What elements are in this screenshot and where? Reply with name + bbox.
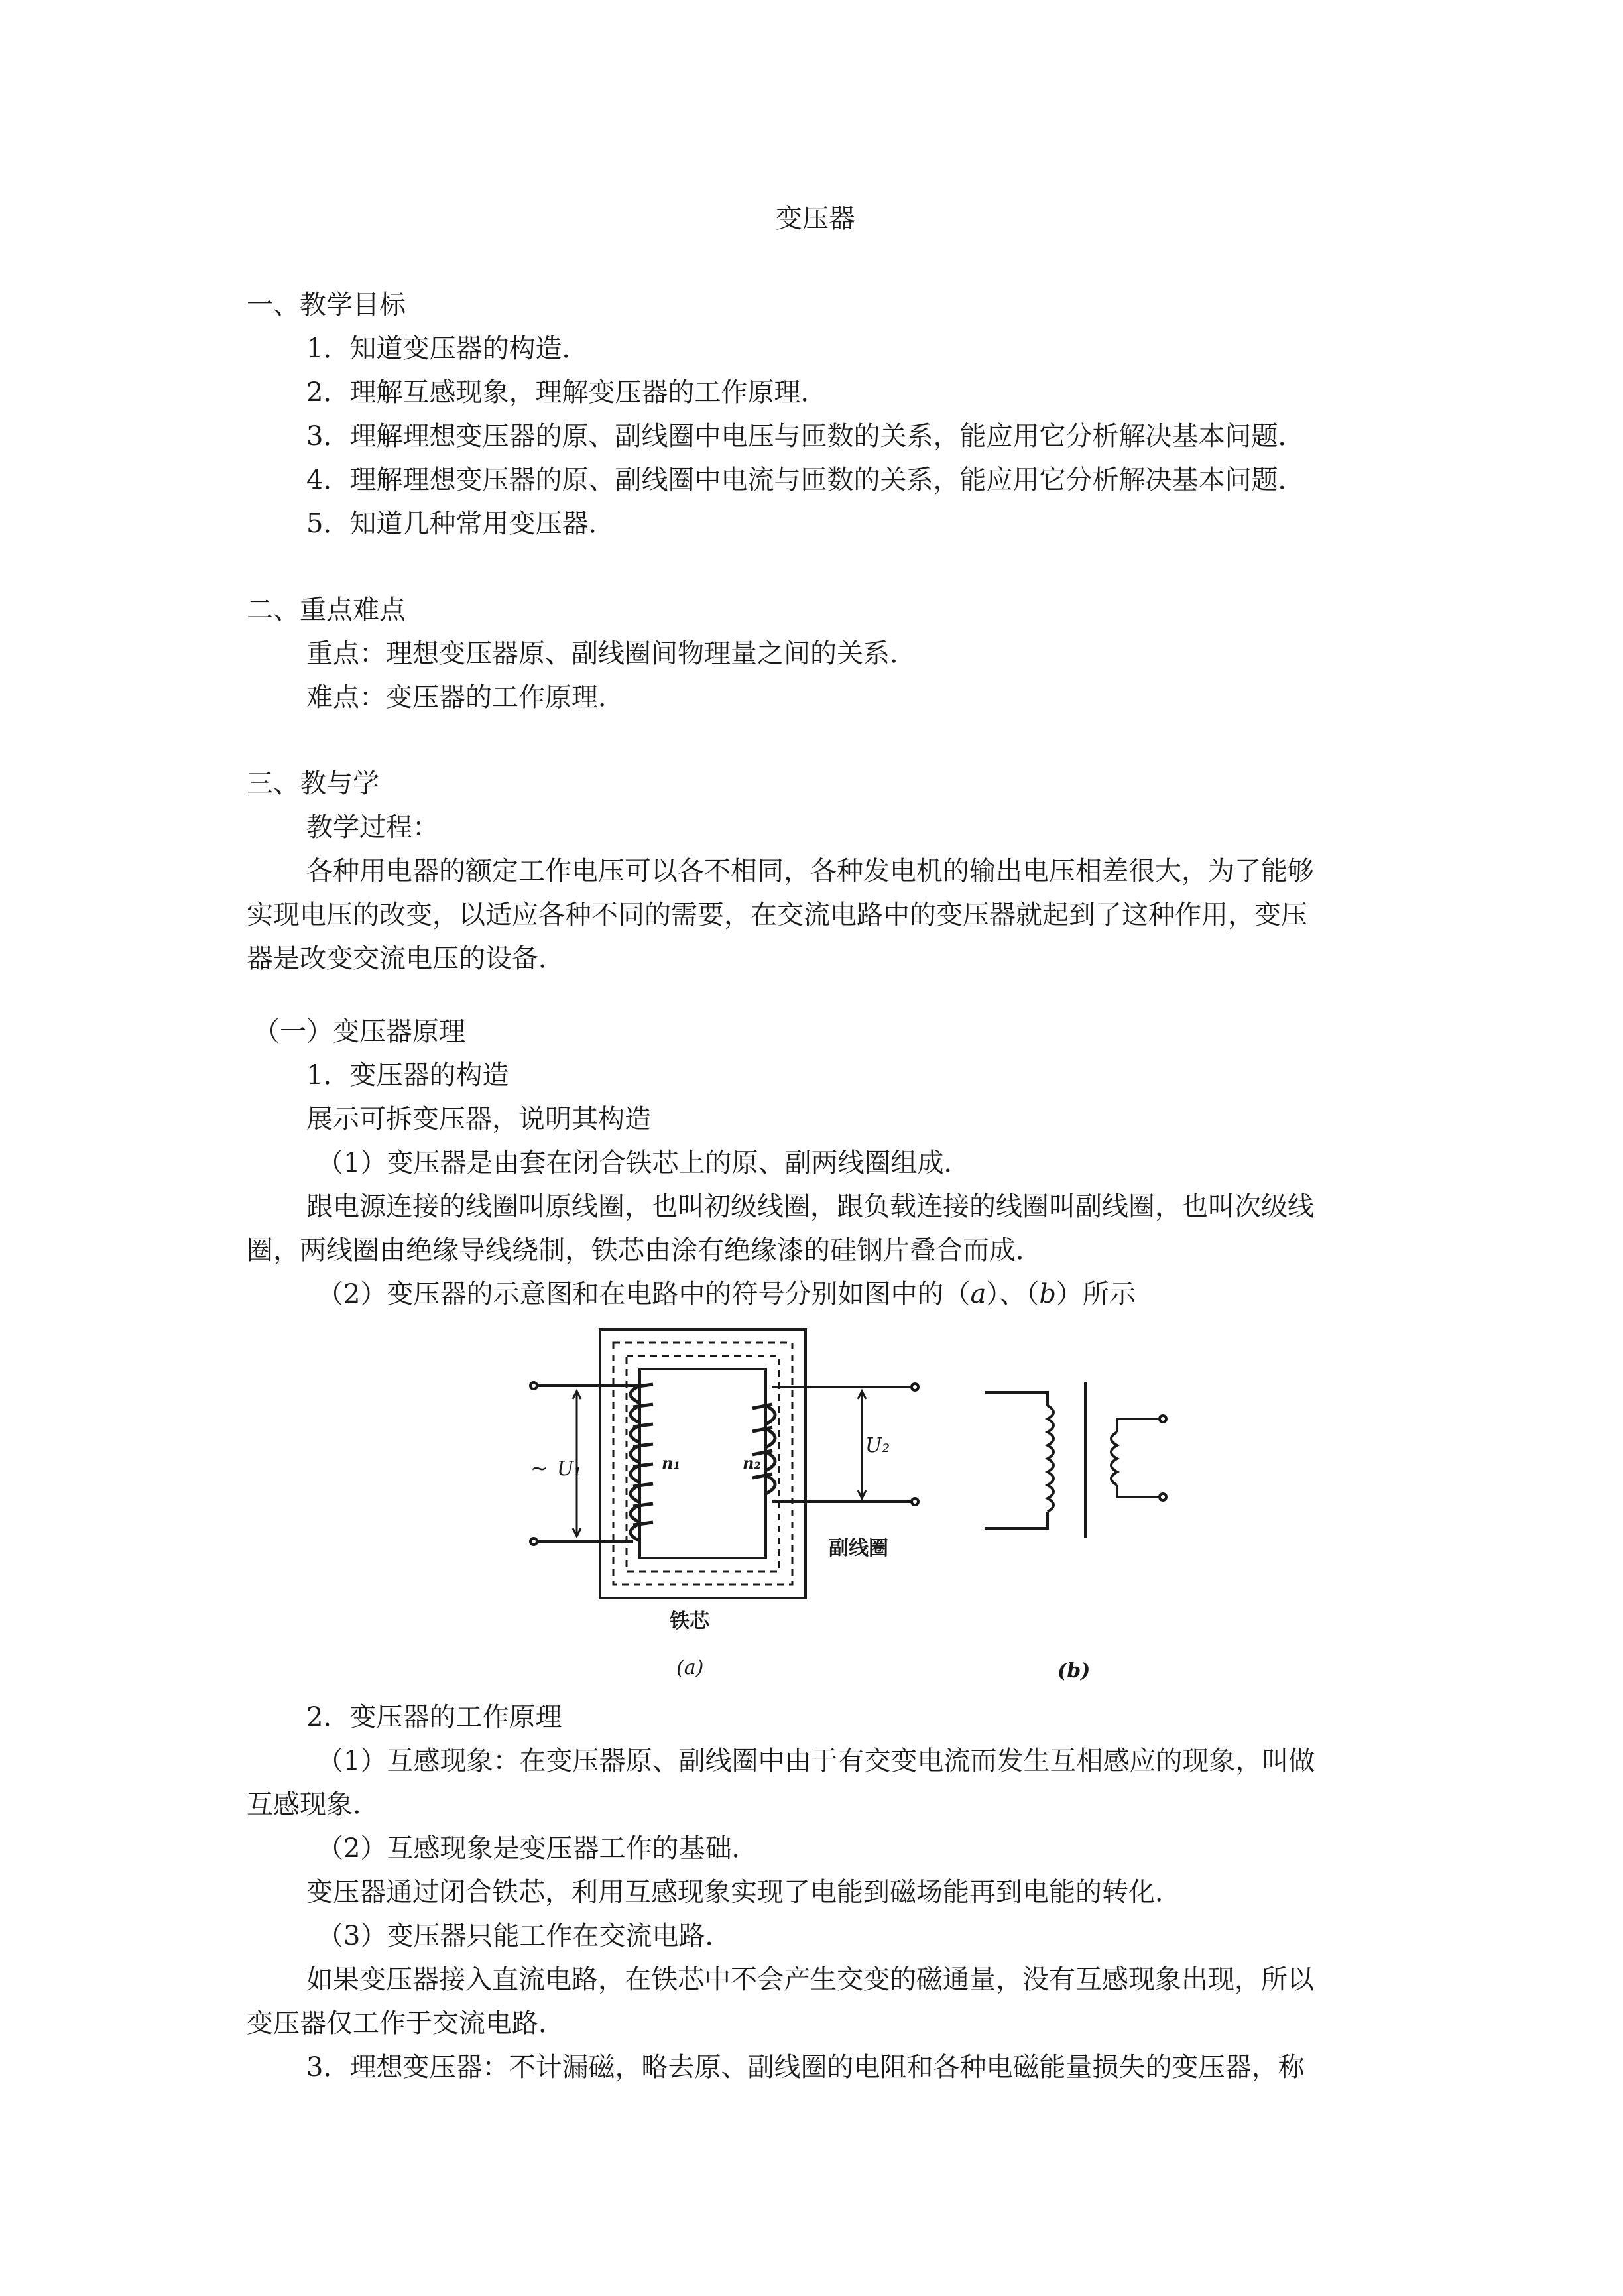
difficult-point: 难点：变压器的工作原理． (306, 682, 625, 713)
paragraph-line: （1）变压器是由套在闭合铁芯上的原、副两线圈组成． (317, 1148, 971, 1178)
primary-coil (631, 1384, 653, 1541)
paragraph-line: 如果变压器接入直流电路，在铁芯中不会产生交变的磁通量，没有互感现象出现，所以 (306, 1964, 1314, 1995)
paragraph-line: （2）互感现象是变压器工作的基础． (317, 1833, 758, 1864)
paragraph-line: 跟电源连接的线圈叫原线圈，也叫初级线圈，跟负载连接的线圈叫副线圈，也叫次级线 (306, 1191, 1314, 1222)
voltage-u2-label: U₂ (865, 1434, 890, 1457)
objective-item: 2．理解互感现象，理解变压器的工作原理． (306, 377, 827, 408)
paragraph-line: 变压器仅工作于交流电路． (247, 2008, 565, 2039)
turns-n1-label: n₁ (662, 1453, 680, 1473)
section-heading-keypoints: 二、重点难点 (247, 595, 406, 625)
secondary-coil (752, 1404, 775, 1494)
objective-item: 1．知道变压器的构造． (306, 333, 589, 364)
figure-a-label: (a) (676, 1656, 704, 1679)
voltage-u1-label: U₁ (557, 1457, 582, 1480)
objective-item: 3．理解理想变压器的原、副线圈中电压与匝数的关系，能应用它分析解决基本问题． (306, 421, 1305, 452)
objective-item: 5．知道几种常用变压器． (306, 509, 615, 539)
transformer-figure (504, 1326, 1220, 1697)
secondary-coil-label: 副线圈 (829, 1537, 888, 1560)
paragraph-line: 圈，两线圈由绝缘导线绕制，铁芯由涂有绝缘漆的硅钢片叠合而成． (247, 1235, 1042, 1266)
key-point: 重点：理想变压器原、副线圈间物理量之间的关系． (306, 638, 916, 669)
subsection-heading-principle: （一）变压器原理 (253, 1016, 465, 1047)
figure-b-label: (b) (1057, 1660, 1091, 1683)
intro-paragraph-line: 实现电压的改变，以适应各种不同的需要，在交流电路中的变压器就起到了这种作用，变压 (247, 900, 1307, 930)
subheading-working-principle: 2．变压器的工作原理 (306, 1702, 562, 1732)
section-heading-teaching: 三、教与学 (247, 768, 379, 799)
transformer-symbol (985, 1382, 1166, 1538)
iron-core-label: 铁芯 (670, 1610, 709, 1633)
ac-source-symbol: ~ (530, 1455, 548, 1480)
teaching-process-label: 教学过程： (306, 812, 439, 843)
objective-item: 4．理解理想变压器的原、副线圈中电流与匝数的关系，能应用它分析解决基本问题． (306, 465, 1305, 495)
subheading-ideal-transformer: 3．理想变压器：不计漏磁，略去原、副线圈的电阻和各种电磁能量损失的变压器，称 (306, 2052, 1305, 2083)
intro-paragraph-line: 各种用电器的额定工作电压可以各不相同，各种发电机的输出电压相差很大，为了能够 (306, 856, 1314, 886)
paragraph-line: 变压器通过闭合铁芯，利用互感现象实现了电能到磁场能再到电能的转化． (306, 1877, 1181, 1907)
paragraph-line: （1）互感现象：在变压器原、副线圈中由于有交变电流而发生互相感应的现象，叫做 (317, 1746, 1315, 1776)
intro-paragraph-line: 器是改变交流电压的设备． (247, 943, 565, 974)
figure-reference-line: （2）变压器的示意图和在电路中的符号分别如图中的（a）、（b）所示 (317, 1279, 1136, 1309)
subheading-construction: 1．变压器的构造 (306, 1060, 509, 1091)
section-heading-objectives: 一、教学目标 (247, 290, 406, 320)
paragraph-line: 互感现象． (247, 1789, 379, 1820)
page-title: 变压器 (776, 204, 855, 234)
turns-n2-label: n₂ (743, 1453, 761, 1473)
paragraph-line: （3）变压器只能工作在交流电路． (317, 1921, 732, 1951)
secondary-circuit (772, 1384, 918, 1505)
paragraph-line: 展示可拆变压器，说明其构造 (306, 1104, 651, 1134)
